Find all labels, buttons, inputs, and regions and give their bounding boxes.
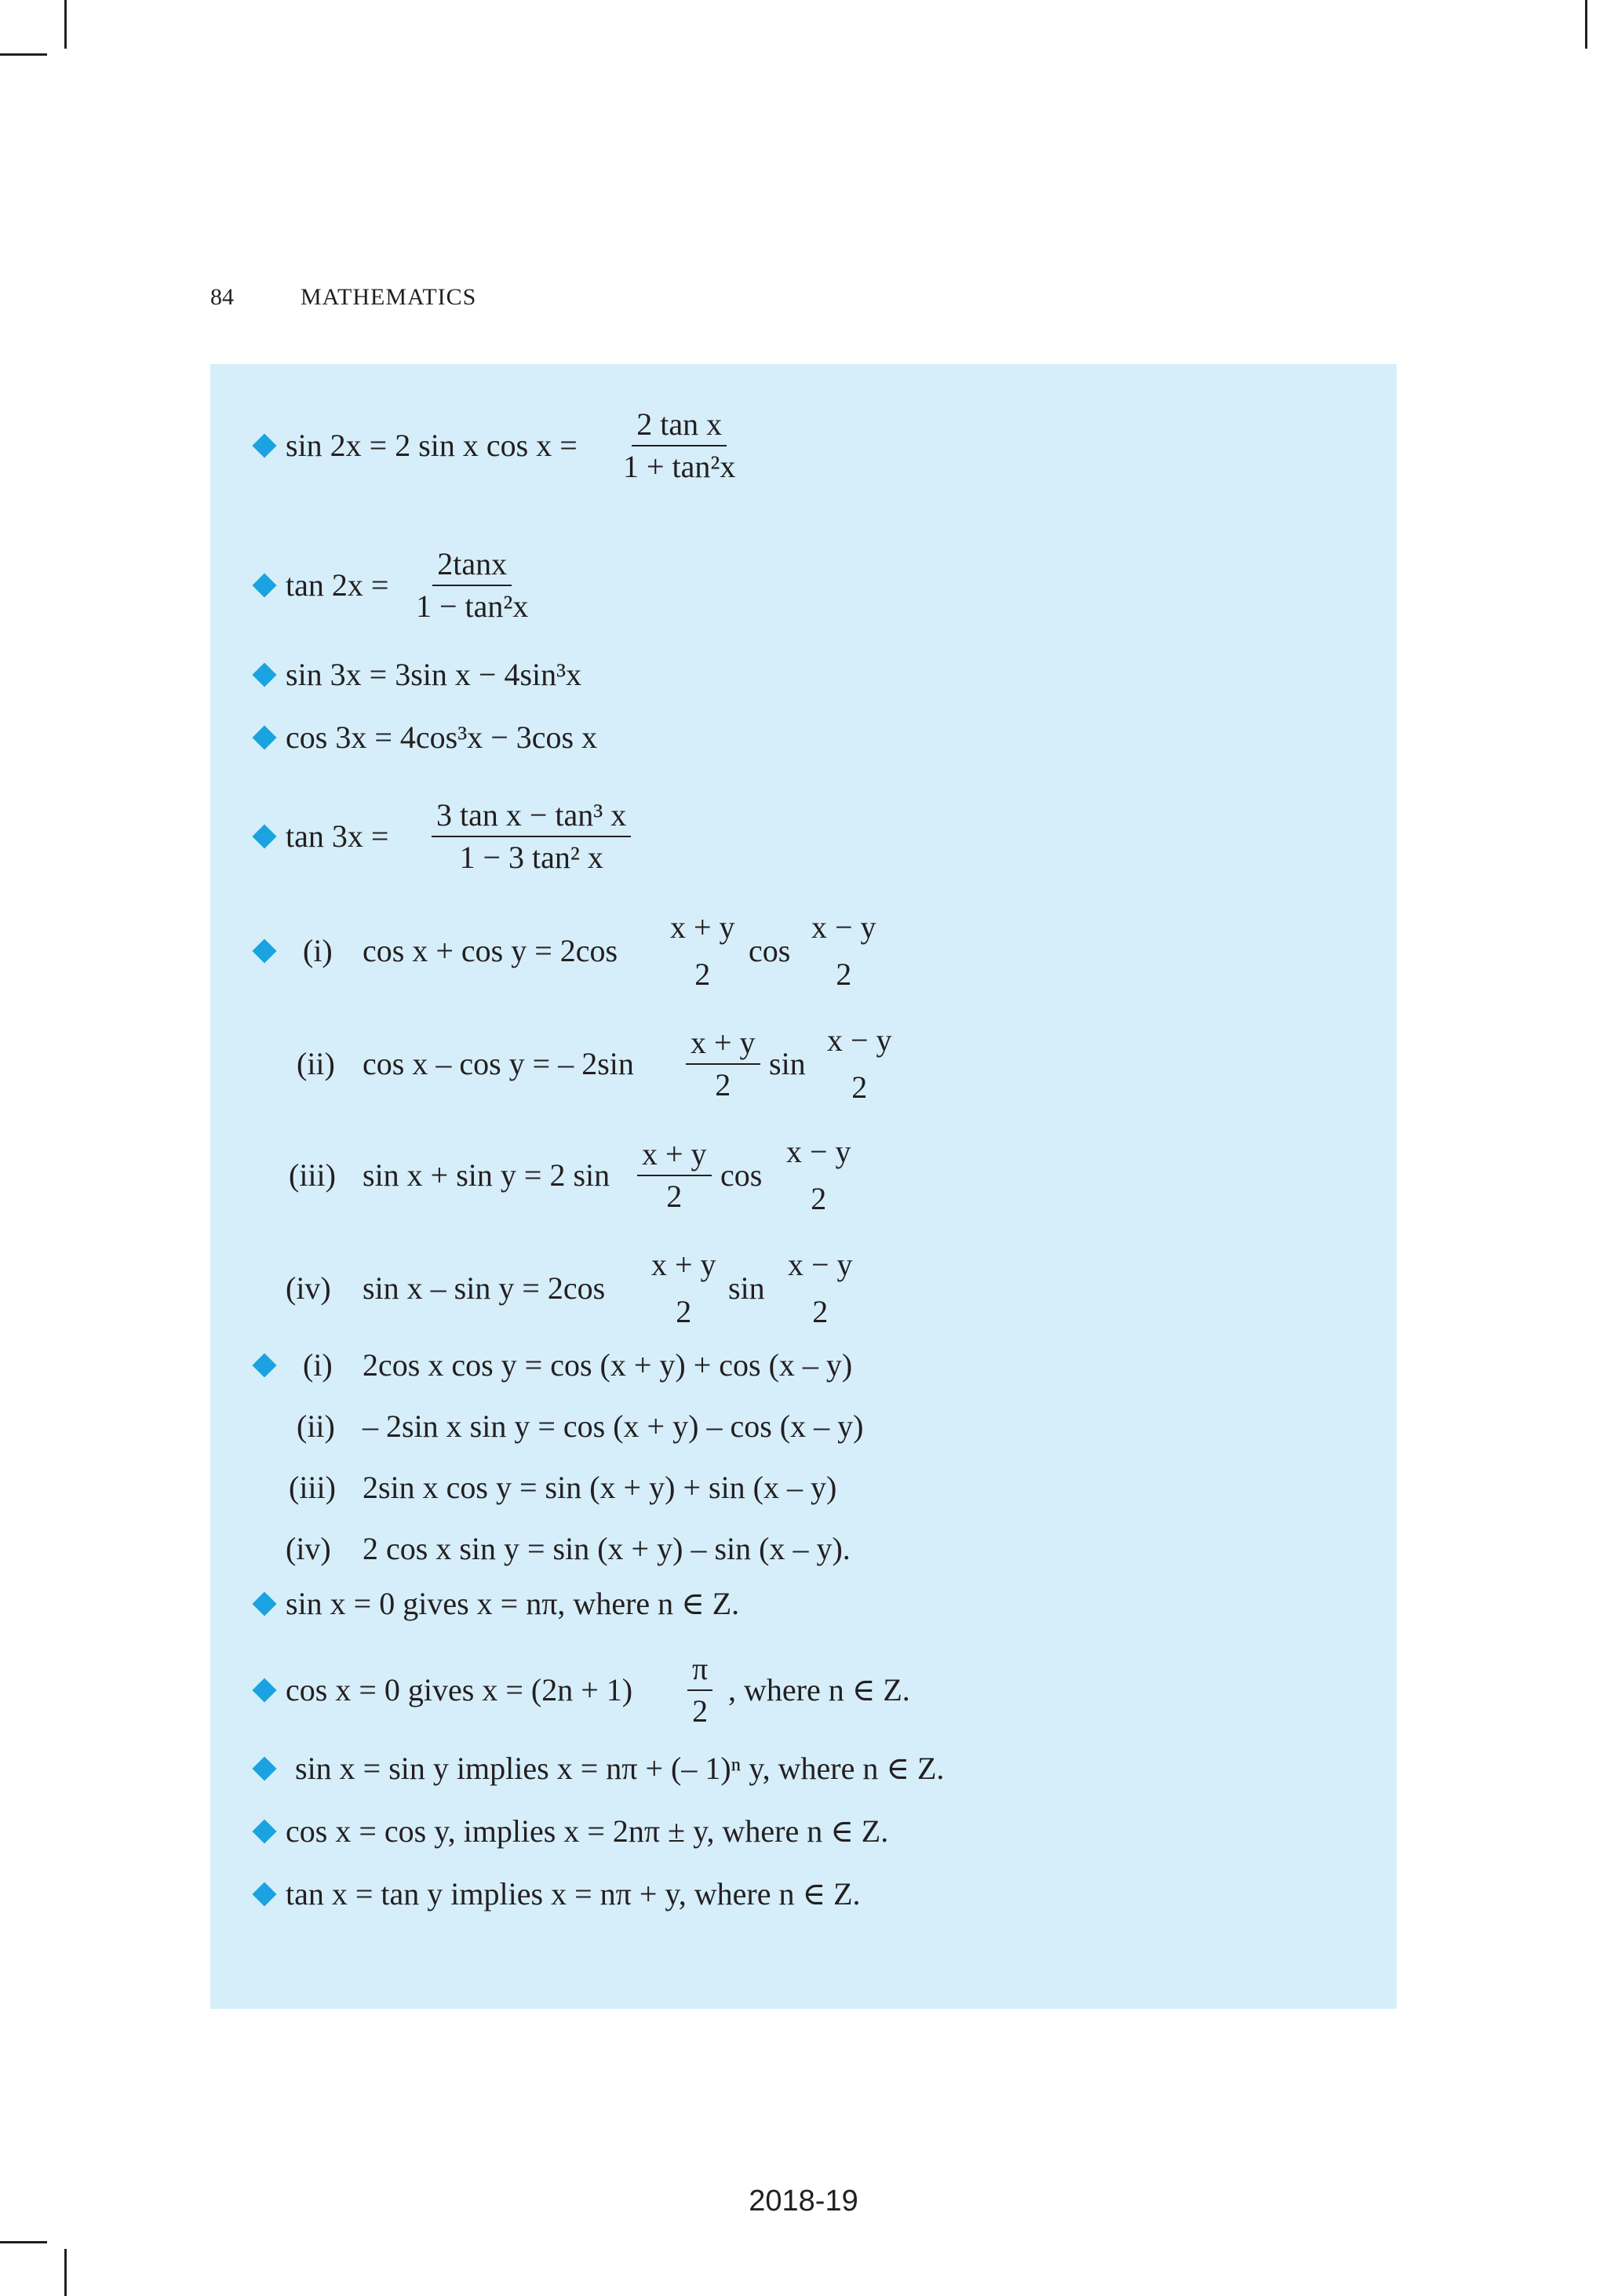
identity-text: sin x = 0 gives x = nπ, where n ∈ Z. <box>286 1586 740 1621</box>
identity-lhs: tan 3x = <box>286 818 389 854</box>
diamond-bullet-icon <box>252 725 276 749</box>
fraction <box>686 1027 760 1101</box>
numerator: x − y <box>786 1134 851 1169</box>
denominator: 2 <box>836 957 852 992</box>
fraction <box>647 1249 721 1328</box>
fraction <box>822 1022 897 1105</box>
running-title: MATHEMATICS <box>301 284 477 310</box>
diamond-bullet-icon <box>252 824 276 848</box>
numerator: 2 tan x <box>632 409 727 446</box>
identity-lhs: sin 2x = 2 sin x cos x = <box>286 428 578 463</box>
page-number: 84 <box>210 284 234 310</box>
item-label: (ii) <box>297 1409 335 1444</box>
identity-lhs: sin x – sin y = 2cos <box>363 1270 606 1306</box>
identity-text: cos 3x = 4cos³x − 3cos x <box>286 720 598 755</box>
numerator: 3 tan x − tan³ x <box>432 800 631 837</box>
denominator: 1 − 3 tan² x <box>459 840 603 875</box>
diamond-bullet-icon <box>252 938 276 963</box>
fraction <box>783 1249 858 1328</box>
numerator: x + y <box>686 1027 760 1065</box>
numerator: π <box>687 1653 712 1691</box>
item-label: (iv) <box>286 1531 331 1566</box>
identity-text: cos x = cos y, implies x = 2nπ ± y, where n ∈ Z. <box>286 1813 889 1849</box>
item-label: (ii) <box>297 1046 335 1081</box>
identity-lhs: cos x – cos y = – 2sin <box>363 1046 634 1081</box>
identity-text: sin 3x = 3sin x − 4sin³x <box>286 657 582 692</box>
identity-lhs: sin x + sin y = 2 sin <box>363 1157 610 1193</box>
fraction <box>432 797 631 875</box>
denominator: 2 <box>851 1070 868 1105</box>
identity-text: tan x = tan y implies x = nπ + y, where n ∈ Z. <box>286 1876 861 1912</box>
item-label: (iv) <box>286 1270 331 1306</box>
identity-text: 2cos x cos y = cos (x + y) + cos (x – y) <box>363 1347 853 1383</box>
numerator: x − y <box>788 1247 853 1282</box>
crop-mark <box>64 0 67 49</box>
numerator: x + y <box>670 909 735 945</box>
numerator: x + y <box>651 1247 716 1282</box>
formula-panel <box>210 364 1397 2009</box>
fraction <box>411 548 533 622</box>
numerator: x − y <box>827 1022 892 1058</box>
fraction <box>687 1653 712 1727</box>
item-label: (iii) <box>289 1157 336 1193</box>
diamond-bullet-icon <box>252 1353 276 1377</box>
crop-mark <box>0 53 47 56</box>
diamond-bullet-icon <box>252 1882 276 1906</box>
trig-function: sin <box>728 1270 765 1306</box>
identity-rhs: , where n ∈ Z. <box>728 1672 910 1707</box>
trig-function: cos <box>749 933 791 968</box>
identity-text: 2sin x cos y = sin (x + y) + sin (x – y) <box>363 1470 837 1505</box>
footer-year: 2018-19 <box>749 2185 858 2218</box>
denominator: 2 <box>812 1294 829 1329</box>
numerator: x + y <box>637 1139 712 1176</box>
fraction <box>807 909 881 992</box>
fraction <box>618 406 740 484</box>
diamond-bullet-icon <box>252 573 276 597</box>
crop-mark <box>1585 0 1587 49</box>
denominator: 2 <box>694 957 711 992</box>
identity-text: sin x = sin y implies x = nπ + (– 1)ⁿ y, where n ∈ Z. <box>295 1751 945 1786</box>
denominator: 1 − tan²x <box>416 589 529 624</box>
denominator: 1 + tan²x <box>623 449 736 484</box>
identity-text: 2 cos x sin y = sin (x + y) – sin (x – y). <box>363 1531 851 1566</box>
identity-text: – 2sin x sin y = cos (x + y) – cos (x – y) <box>363 1409 864 1444</box>
crop-mark <box>64 2249 67 2296</box>
denominator: 2 <box>666 1179 683 1214</box>
identity-lhs: cos x + cos y = 2cos <box>363 933 618 968</box>
identity-lhs: cos x = 0 gives x = (2n + 1) <box>286 1672 633 1707</box>
diamond-bullet-icon <box>252 1819 276 1843</box>
denominator: 2 <box>715 1067 731 1102</box>
denominator: 2 <box>676 1294 692 1329</box>
denominator: 2 <box>811 1181 827 1216</box>
diamond-bullet-icon <box>252 1678 276 1702</box>
fraction <box>782 1136 856 1215</box>
fraction <box>637 1136 712 1214</box>
item-label: (iii) <box>289 1470 336 1505</box>
diamond-bullet-icon <box>252 662 276 687</box>
item-label: (i) <box>303 1347 333 1383</box>
item-label: (i) <box>303 933 333 968</box>
crop-mark <box>0 2241 47 2243</box>
numerator: 2tanx <box>432 548 512 586</box>
diamond-bullet-icon <box>252 1591 276 1616</box>
trig-function: cos <box>720 1157 763 1193</box>
denominator: 2 <box>692 1693 709 1729</box>
trig-function: sin <box>769 1046 806 1081</box>
diamond-bullet-icon <box>252 433 276 457</box>
diamond-bullet-icon <box>252 1756 276 1780</box>
numerator: x − y <box>811 909 876 945</box>
identity-lhs: tan 2x = <box>286 567 389 603</box>
fraction <box>665 909 740 992</box>
